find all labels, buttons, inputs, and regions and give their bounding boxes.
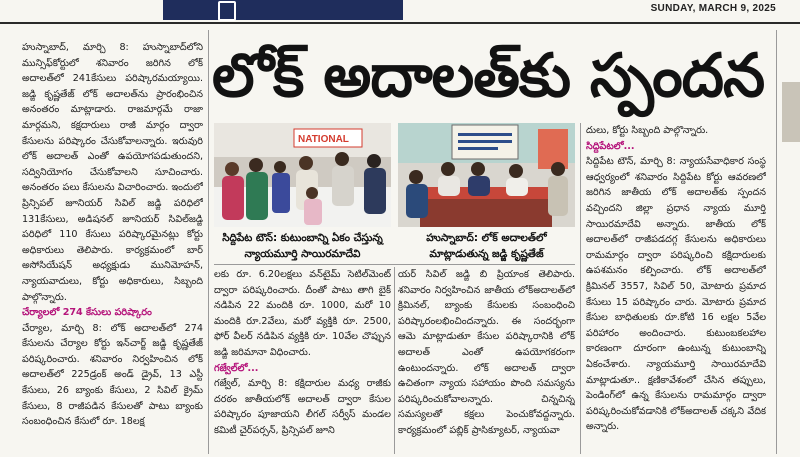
adjacent-page-fragment [782, 82, 800, 142]
top-strip [0, 0, 800, 22]
page-edge-divider [776, 30, 777, 454]
column-divider [208, 30, 209, 454]
left-paragraph-2: చేర్యాల, మార్చి 8: లోక్ అదాలత్‌లో 274 కేసులను చేర్యాల కోర్టు ఇన్‌చార్జ్ జడ్జి కృష్ణతేజ్ పరిష్కరించారు. శనివారం నిర్వహించిన లోక్ అదాలత్‌లో 225డ్రంక్ అండ్ డ్రైవ్, 13 ఎస్టీ కేసులు, 26 బ్యాంకు కేసులు, 2 సివిల్ క్రైమ్ కేసులు, 8 రాజీపడిన కేసులతో పాటు బ్యాంకు సంబంధించిన కేసులో రూ. 18లక్ష [22, 322, 203, 428]
middle-column [214, 267, 391, 454]
middle-subheading: గజ్వేల్‌లో... [214, 362, 259, 374]
left-column [22, 40, 203, 454]
header-rule [0, 22, 800, 24]
right-text: సిద్దిపేట టౌన్, మార్చి 8: న్యాయసేవాధికార సంస్థ ఆధ్వర్యంలో శనివారం సిద్దిపేట కోర్టు ఆవరణలో జరిగిన జాతీయ లోక్ అదాలత్‌కు స్పందన వచ్చిందని జిల్లా ప్రధాన న్యాయ మూర్తి సాయిరమాదేవి అన్నారు. జాతీయ లోక్ అదాలత్‌లో రాజీపడదగ్గ కేసులను అధికారులు రామమార్గం ద్వారా పరిష్కరించి కక్షిదారులకు ఉపశమనం కల్పించారు. లోక్ అదాలత్‌లో క్రిమినల్ 3557, సివిల్ 50, మోటారు ప్రమాద కేసులు 15 పరిష్కారం చారు. మోటారు ప్రమాద కేసుల బాధితులకు రూ.కోటి 16 లక్షల 5వేల పరిహారం అందించారు. కుటుంబకలహాల కారణంగా దూరంగా ఉంటున్న కుటుంబాన్ని ఏకంచేశారు. న్యాయమూర్తి సాయిరమాదేవి మాట్లాడుతూ.. క్షణికావేశంలో చేసిన తప్పులు, పెండింగ్‌లో ఉన్న కేసులను రామమార్గం ద్వారా పరిష్కరించుకోవడానికి లోక్‌అదాలత్ చక్కని వేదిక అన్నారు. [586, 156, 766, 433]
photo-left-caption: సిద్దిపేట టౌన్: కుటుంబాన్ని ఏకం చేస్తున్న న్యాయమూర్తి సాయిరమాదేవి [222, 232, 383, 260]
masthead-bar [163, 0, 403, 20]
right-lead: దులు, కోర్టు సిబ్బంది పాల్గొన్నారు. [586, 125, 709, 136]
third-text: యర్ సివిల్ జడ్జి బి ప్రియాంక తెలిపారు. శనివారం నిర్వహించిన జాతీయ లోక్‌అదాలత్‌లో క్రిమినల్, బ్యాంకు కేసులకు సంబంధించి పరిష్కారంలభించిందన్నారు. ఈ సందర్భంగా ఆమె మాట్లాడుతూ కేసుల పరిష్కారానికి లోక్ అదాలత్ ఎంతో ఉపయోగకరంగా ఉంటుందన్నారు. లోక్ అదాలత్ ద్వారా ఉచితంగా న్యాయ సహాయం పొంది సమస్యను పరిష్కరించుకోవాలన్నారు. చిన్నచిన్న సమస్యలతో కక్షలు పెంచుకోవద్దన్నారు. కార్యక్రమంలో పబ్లిక్ ప్రాసిక్యూటర్, న్యాయవా [398, 269, 575, 436]
photo-right-caption: హుస్నాబాద్: లోక్ అదాలత్‌లో మాట్లాడుతున్న జడ్జి కృష్ణతేజ్ [426, 232, 547, 260]
photo-family-reunion [214, 123, 391, 227]
middle-text-2: గజ్వేల్, మార్చి 8: కక్షిదారుల మధ్య రాజీకు దరఠం జాతీయలోక్ అదాలత్ ద్వారా కేసుల పరిష్కారం పూజాయని లీగల్ సర్వీస్ మండల కమిటీ చైర్‌పర్సన్, ప్రిన్సిపల్ జూని [214, 378, 391, 436]
caption-rule [214, 264, 575, 265]
right-column [586, 123, 766, 454]
column-divider [580, 123, 581, 454]
left-subheading: చేర్యాలలో 274 కేసులు పరిష్కారం [22, 307, 152, 319]
issue-date: SUNDAY, MARCH 9, 2025 [650, 3, 776, 14]
left-paragraph-1: హుస్నాబాద్, మార్చి 8: హుస్నాబాద్‌లోని మున్సిఫ్‌కోర్టులో శనివారం జరిగిన లోక్ అదాలత్‌లో 241కేసులు పరిష్కారమయ్యాయి. జడ్జి కృష్ణతేజ్ లోక్ అదాలత్‌ను ప్రారంభించిన అనంతరం మాట్లాడారు. రాజమార్గమే రాజా మార్గమని, కక్షదారులు రాజీ మార్గం ద్వారా కేసులను పరిష్కారం చేసుకోవాలన్నారు. ఇరువురి లోక్ అదాలత్ ఎంతో ఉపయోగపడుతుందని, సద్వినియోగం చేసుకోవాలని సూచించారు. అనంతరం పలు కేసులను విచారించారు. ఇందులో ప్రిన్సిపల్ జూనియర్ సివిల్ జడ్జి పరిధిలో 131కేసులు, అడిషనల్ జూనియర్ సివిల్‌జడ్జి పరిధిలో 110 కేసులు పరిష్కారమైనట్లు కోర్టు అధికారులు తెలిపారు. కార్యక్రమంలో బార్ అసోసియేషన్ అధ్యక్షుడు మునిమోహన్, న్యాయవాదులు, కోర్టు అధికారులు, సిబ్బంది పాల్గొన్నారు. [22, 42, 203, 303]
middle-text: లకు రూ. 6.20లక్షలు వన్‌టైమ్ సెటిల్‌మెంట్ ద్వారా పరిష్కరించారు. దీంతో పాటు తాగి బైక్ నడిపిన 22 మందికి రూ. 1000, మరో 10 మందికి రూ.2వేలు, మరో వ్యక్తికి రూ. 2500, ఫోర్ వీలర్ నడిపిన వ్యక్తికి రూ. 10వేల చొప్పున జడ్జి జరిమానా విధించారు. [214, 269, 391, 358]
banner-text: NATIONAL [298, 134, 349, 145]
right-subheading: సిద్దిపేటలో... [586, 140, 635, 152]
masthead-logo-icon [218, 1, 236, 21]
headline: లోక్ అదాలత్‌కు స్పందన [212, 41, 765, 111]
photo-judge-speaking [398, 123, 575, 227]
third-column [398, 267, 575, 454]
column-divider [394, 267, 395, 454]
